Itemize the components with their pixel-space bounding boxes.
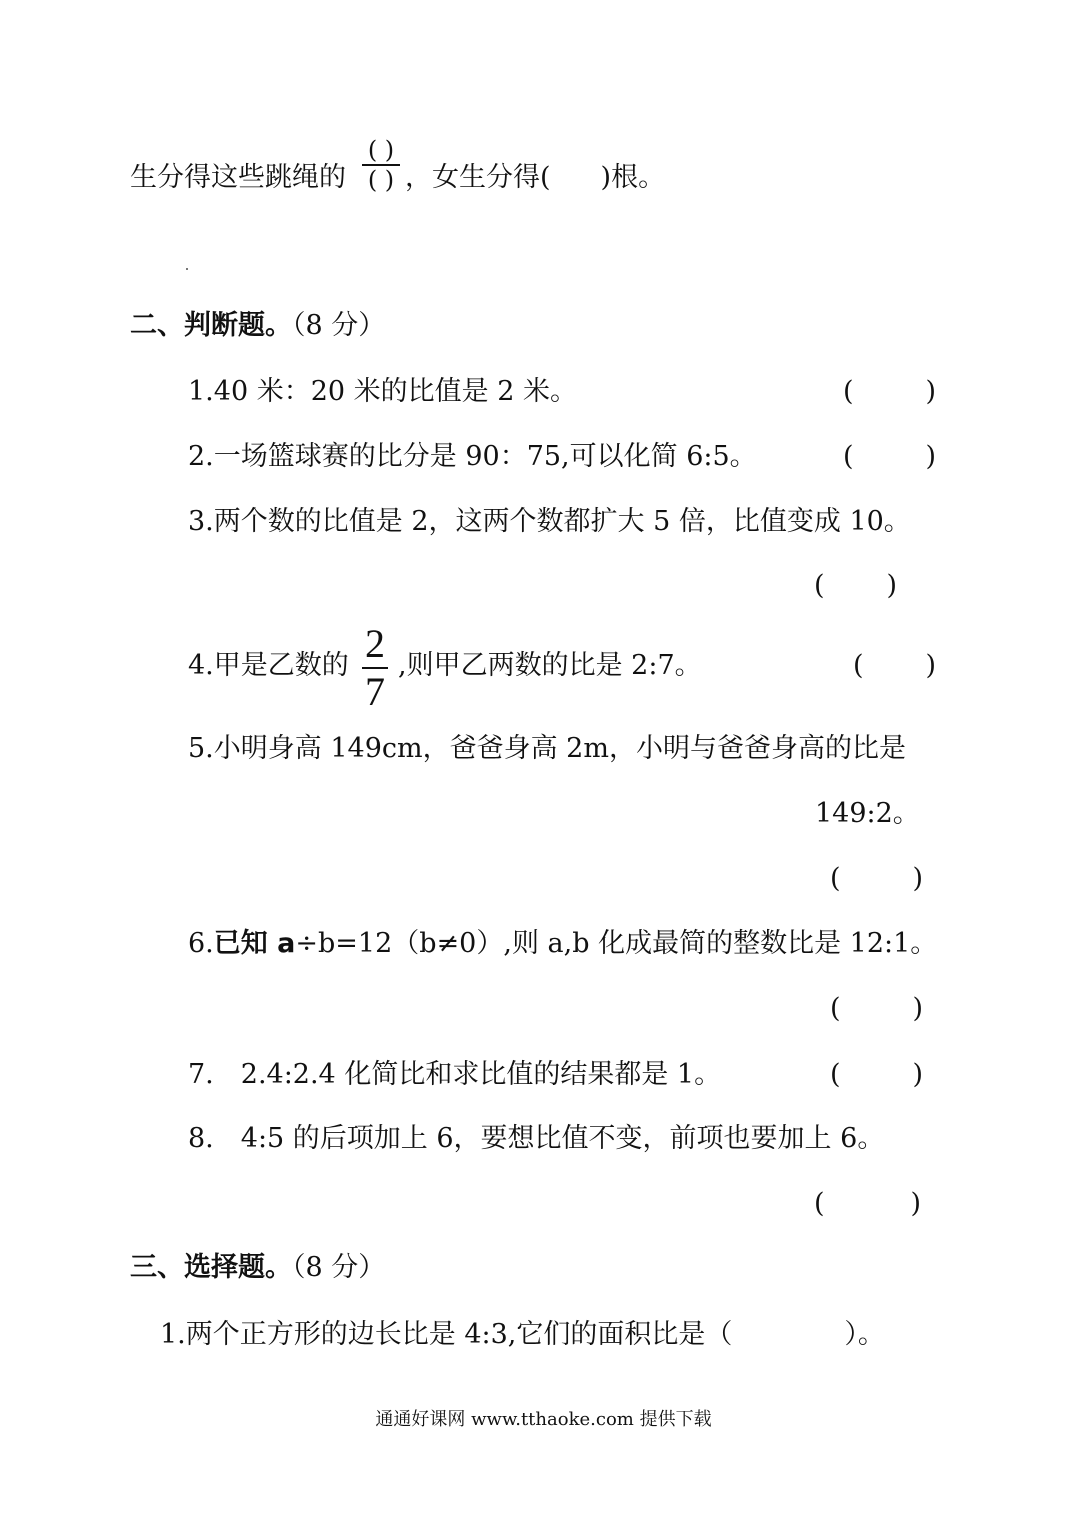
judge-question-4-suffix-line — [398, 648, 702, 684]
choice-question-1 — [160, 1317, 885, 1353]
blank-fraction — [362, 136, 400, 194]
fraction-two-sevenths — [362, 621, 388, 714]
bracket-open: ( — [843, 376, 854, 407]
answer-bracket-7[interactable] — [830, 1057, 923, 1093]
judge-question-6-number: 6. — [188, 928, 214, 959]
judge-question-4-suffix: ,则甲乙两数的比是 2:7。 — [398, 650, 702, 681]
section-3-title: 三、选择题。 — [130, 1252, 292, 1283]
answer-bracket-4[interactable] — [853, 648, 936, 684]
judge-question-3 — [188, 504, 911, 540]
bracket-close: ) — [912, 993, 924, 1024]
bracket-open: ( — [843, 441, 854, 472]
judge-question-4-prefix: 4.甲是乙数的 — [188, 650, 349, 681]
blank-fraction-denominator: ( ) — [367, 166, 395, 194]
continuation-line — [130, 160, 346, 196]
continuation-suffix-line — [405, 160, 665, 196]
section-3-heading — [130, 1250, 385, 1286]
bracket-open: ( — [814, 1188, 825, 1219]
blank-fraction-numerator: ( ) — [367, 136, 395, 164]
judge-question-2-text: 2.一场篮球赛的比分是 90：75,可以化简 6:5。 — [188, 441, 757, 472]
bracket-close: ) — [912, 1059, 924, 1090]
choice-question-1-end: ）。 — [844, 1319, 885, 1350]
judge-question-6 — [188, 926, 937, 962]
continuation-end: )根。 — [600, 162, 666, 193]
bracket-open: ( — [830, 863, 841, 894]
judge-question-2 — [188, 439, 757, 475]
section-2-title: 二、判断题。 — [130, 310, 292, 341]
answer-bracket-8[interactable] — [814, 1186, 921, 1222]
answer-bracket-3[interactable] — [814, 568, 897, 604]
section-3-score: （8 分） — [292, 1252, 386, 1283]
judge-question-5 — [188, 731, 906, 767]
judge-question-5-text: 5.小明身高 149cm，爸爸身高 2m，小明与爸爸身高的比是 — [188, 733, 906, 764]
footer-credit: 通通好课网 www.tthaoke.com 提供下载 — [375, 1409, 712, 1430]
bracket-close: ) — [910, 1188, 922, 1219]
bracket-open: ( — [814, 570, 825, 601]
answer-bracket-6[interactable] — [830, 991, 923, 1027]
stray-mark — [186, 268, 188, 270]
fraction-numerator: 2 — [365, 621, 385, 666]
bracket-close: ) — [925, 376, 937, 407]
answer-bracket-5[interactable] — [830, 861, 923, 897]
section-2-score: （8 分） — [292, 310, 386, 341]
bracket-close: ) — [925, 650, 937, 681]
bracket-close: ) — [925, 441, 937, 472]
judge-question-5-continuation — [815, 796, 920, 832]
judge-question-8-text: 8. 4:5 的后项加上 6，要想比值不变，前项也要加上 6。 — [188, 1123, 885, 1154]
bracket-close: ) — [886, 570, 898, 601]
judge-question-3-text: 3.两个数的比值是 2，这两个数都扩大 5 倍，比值变成 10。 — [188, 506, 911, 537]
answer-bracket-1[interactable] — [843, 374, 936, 410]
answer-bracket-2[interactable] — [843, 439, 936, 475]
bracket-open: ( — [853, 650, 864, 681]
judge-question-6-bold: 已知 a — [213, 928, 296, 959]
judge-question-8 — [188, 1121, 884, 1157]
judge-question-1-text: 1.40 米：20 米的比值是 2 米。 — [188, 376, 577, 407]
continuation-middle: ，女生分得( — [405, 162, 551, 193]
judge-question-7 — [188, 1057, 721, 1093]
continuation-prefix: 生分得这些跳绳的 — [130, 162, 346, 193]
bracket-close: ) — [912, 863, 924, 894]
fraction-denominator: 7 — [365, 669, 385, 714]
section-2-heading — [130, 308, 385, 344]
judge-question-6-text: ÷b=12（b≠0）,则 a,b 化成最简的整数比是 12:1。 — [295, 928, 938, 959]
choice-question-1-text: 1.两个正方形的边长比是 4:3,它们的面积比是（ — [160, 1319, 733, 1350]
judge-question-4 — [188, 648, 349, 684]
judge-question-1 — [188, 374, 577, 410]
judge-question-5-cont-text: 149:2。 — [815, 798, 920, 829]
bracket-open: ( — [830, 993, 841, 1024]
judge-question-7-text: 7. 2.4:2.4 化简比和求比值的结果都是 1。 — [188, 1059, 722, 1090]
bracket-open: ( — [830, 1059, 841, 1090]
